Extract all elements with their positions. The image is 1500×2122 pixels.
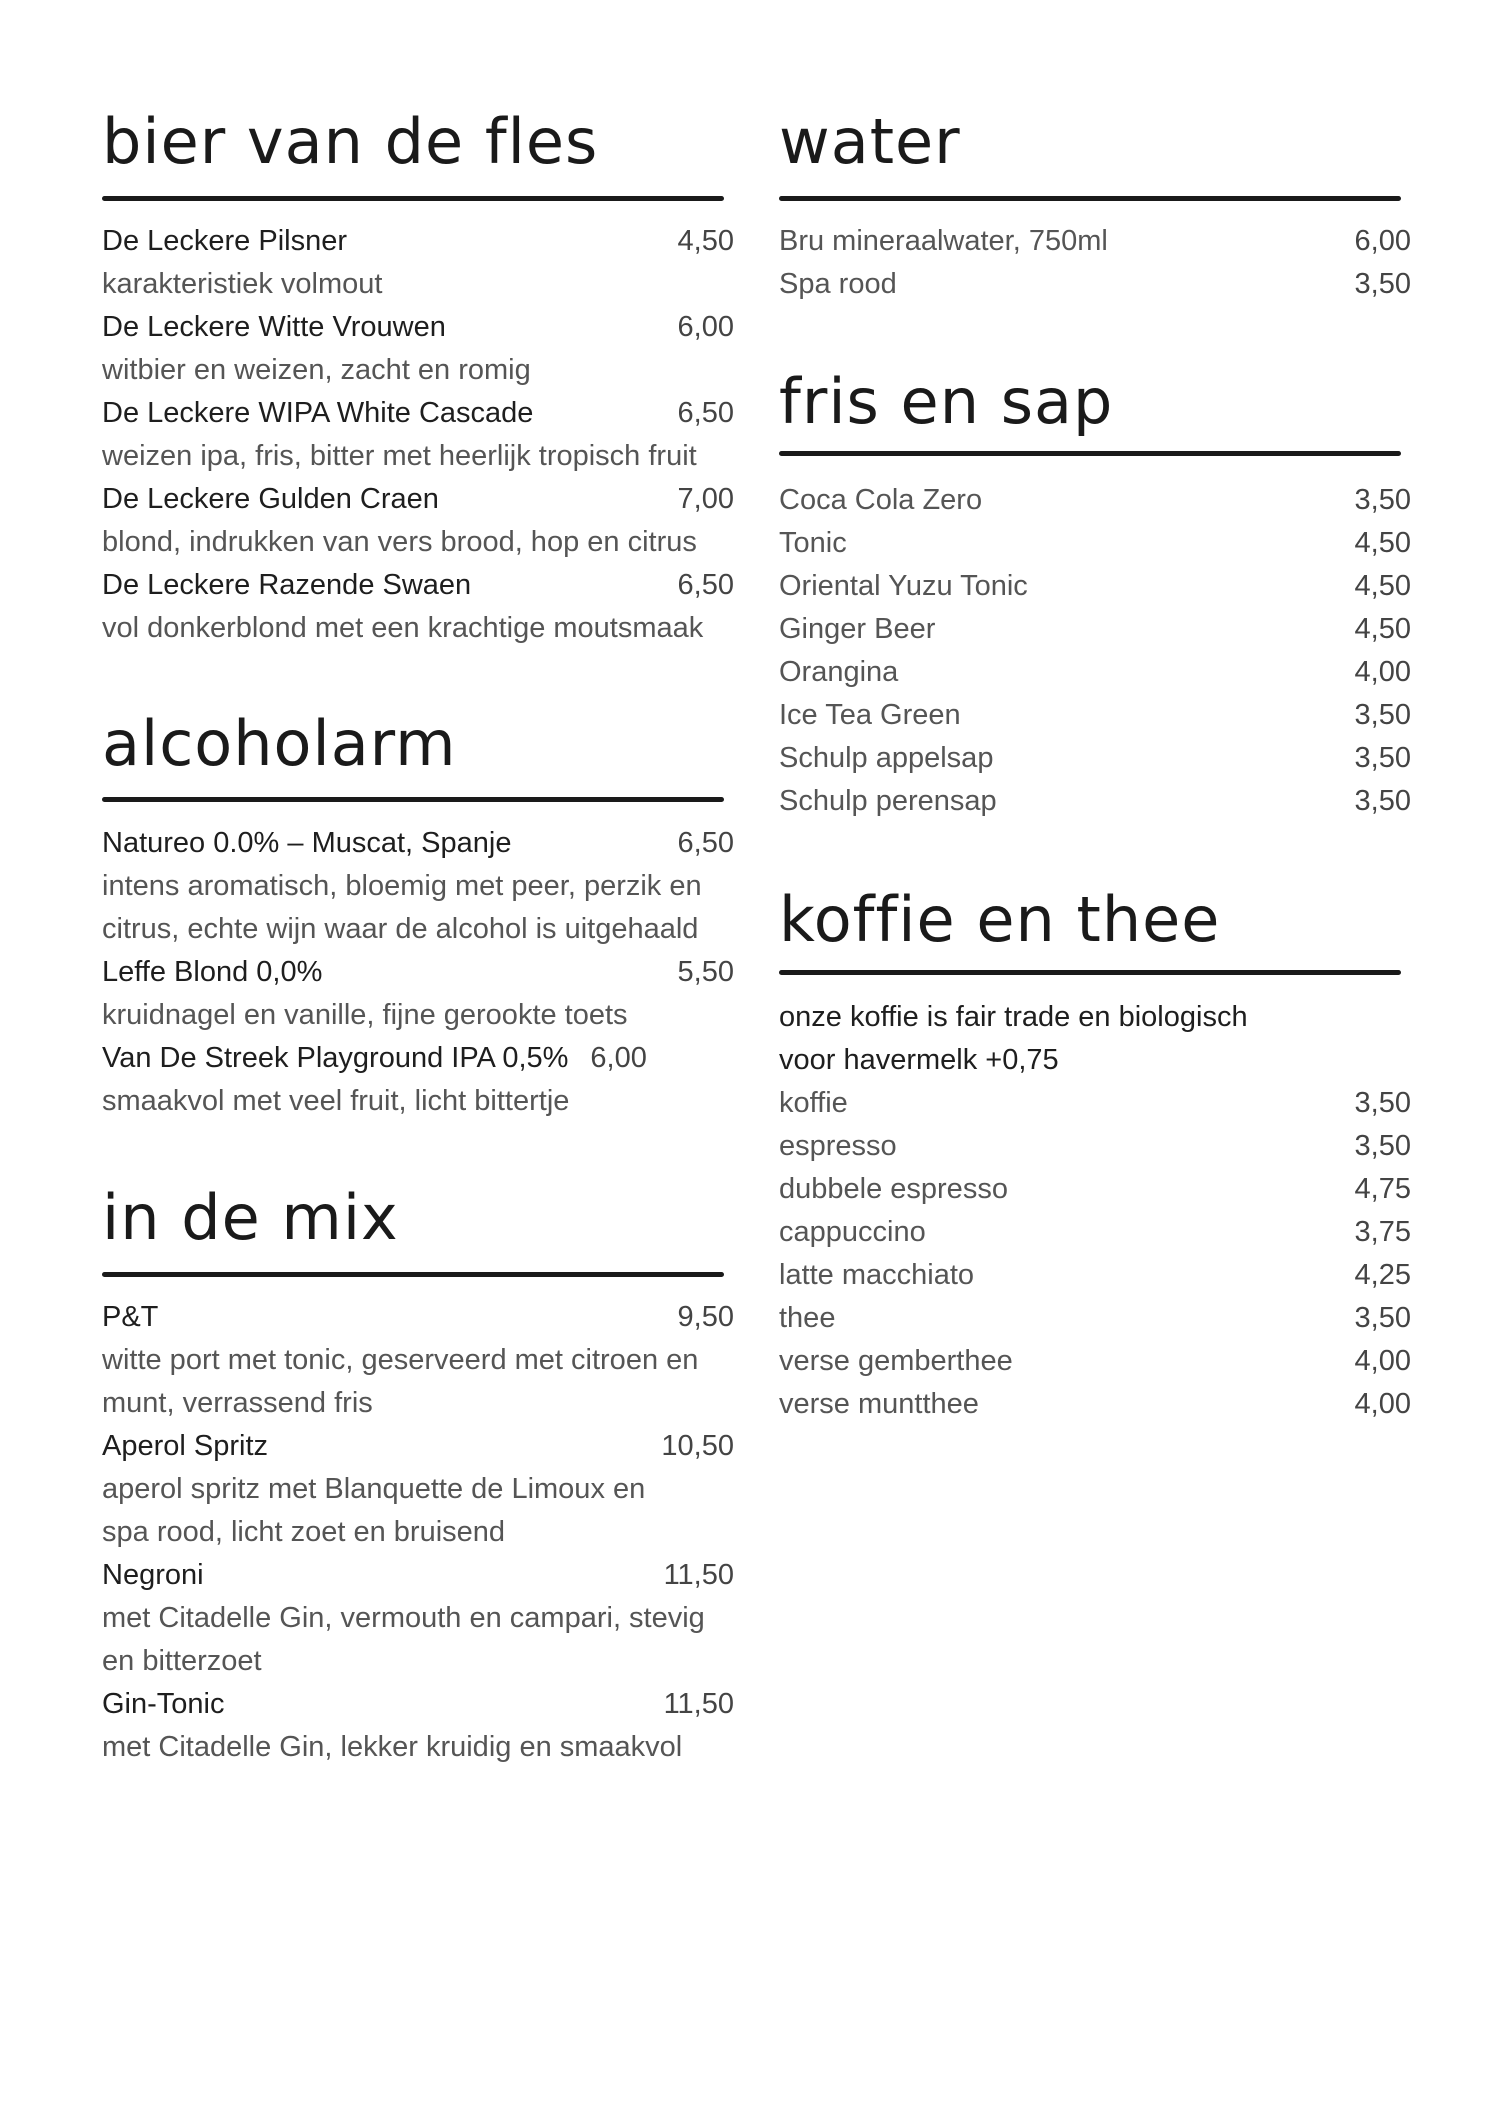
item-name: Negroni [102, 1559, 204, 1591]
section-title-water: water [779, 105, 961, 178]
item-name: Spa rood [779, 268, 897, 300]
item-name: Tonic [779, 527, 847, 559]
menu-item [779, 479, 1411, 522]
menu-item [102, 1425, 734, 1468]
item-name: Natureo 0.0% – Muscat, Spanje [102, 827, 512, 859]
item-name: De Leckere Pilsner [102, 225, 347, 257]
item-description: weizen ipa, fris, bitter met heerlijk tropisch fruit [102, 440, 697, 472]
menu-item [102, 478, 734, 521]
item-price: 4,00 [1354, 656, 1411, 688]
item-description: aperol spritz met Blanquette de Limoux en [102, 1473, 646, 1505]
item-description: witte port met tonic, geserveerd met citroen en [102, 1344, 699, 1376]
menu-item [779, 220, 1411, 263]
item-description: kruidnagel en vanille, fijne gerookte toets [102, 999, 628, 1031]
item-name: De Leckere Witte Vrouwen [102, 311, 446, 343]
item-name: Ginger Beer [779, 613, 936, 645]
item-description: met Citadelle Gin, vermouth en campari, stevig [102, 1602, 705, 1634]
menu-item [102, 951, 734, 994]
menu-item [102, 1296, 734, 1339]
item-name: Leffe Blond 0,0% [102, 956, 323, 988]
item-name: De Leckere WIPA White Cascade [102, 397, 534, 429]
item-price: 4,50 [1354, 613, 1411, 645]
section-title-mix: in de mix [102, 1181, 399, 1254]
item-name: Van De Streek Playground IPA 0,5% [102, 1042, 569, 1074]
item-name: Oriental Yuzu Tonic [779, 570, 1028, 602]
menu-item [102, 392, 734, 435]
item-price: 6,00 [590, 1042, 647, 1074]
item-name: P&T [102, 1301, 159, 1333]
item-name: Coca Cola Zero [779, 484, 983, 516]
item-price: 3,50 [1354, 1302, 1411, 1334]
item-name: Bru mineraalwater, 750ml [779, 225, 1108, 257]
item-price: 4,50 [1354, 570, 1411, 602]
menu-item [779, 608, 1411, 651]
item-price: 3,50 [1354, 785, 1411, 817]
menu-item [102, 564, 734, 607]
item-name: Aperol Spritz [102, 1430, 269, 1462]
item-price: 11,50 [663, 1688, 734, 1720]
item-price: 4,00 [1354, 1345, 1411, 1377]
item-price: 9,50 [677, 1301, 734, 1333]
item-price: 4,25 [1354, 1259, 1411, 1291]
menu-item [779, 1340, 1411, 1383]
item-price: 3,50 [1354, 699, 1411, 731]
section-title-koffie: koffie en thee [779, 883, 1221, 956]
item-description: intens aromatisch, bloemig met peer, perzik en [102, 870, 702, 902]
section-divider [102, 196, 724, 201]
menu-item [779, 1211, 1411, 1254]
item-price: 10,50 [661, 1430, 734, 1462]
item-price: 3,75 [1354, 1216, 1411, 1248]
item-description: blond, indrukken van vers brood, hop en citrus [102, 526, 697, 558]
item-price: 3,50 [1354, 1130, 1411, 1162]
section-title-bier: bier van de fles [102, 105, 599, 178]
item-description: smaakvol met veel fruit, licht bittertje [102, 1085, 570, 1117]
item-price: 6,00 [677, 311, 734, 343]
item-price: 7,00 [677, 483, 734, 515]
item-description: witbier en weizen, zacht en romig [102, 354, 531, 386]
item-name: latte macchiato [779, 1259, 975, 1291]
section-divider [102, 1272, 724, 1277]
item-description: vol donkerblond met een krachtige moutsmaak [102, 612, 704, 644]
menu-item [102, 1683, 734, 1726]
menu-item [779, 522, 1411, 565]
menu-item [779, 1082, 1411, 1125]
menu-item [779, 651, 1411, 694]
item-description: karakteristiek volmout [102, 268, 383, 300]
item-name: verse gemberthee [779, 1345, 1013, 1377]
item-price: 3,50 [1354, 484, 1411, 516]
section-divider [779, 196, 1401, 201]
item-price: 6,50 [677, 827, 734, 859]
item-price: 6,00 [1354, 225, 1411, 257]
item-price: 6,50 [677, 569, 734, 601]
menu-item [779, 1254, 1411, 1297]
item-price: 6,50 [677, 397, 734, 429]
item-price: 11,50 [663, 1559, 734, 1591]
item-name: verse muntthee [779, 1388, 979, 1420]
item-price: 4,50 [1354, 527, 1411, 559]
item-price: 4,00 [1354, 1388, 1411, 1420]
menu-item [102, 822, 734, 865]
menu-item [779, 565, 1411, 608]
item-description: en bitterzoet [102, 1645, 262, 1677]
menu-item [102, 220, 734, 263]
section-divider [779, 970, 1401, 975]
item-name: dubbele espresso [779, 1173, 1008, 1205]
item-price: 5,50 [677, 956, 734, 988]
item-name: Schulp appelsap [779, 742, 994, 774]
item-description: citrus, echte wijn waar de alcohol is uitgehaald [102, 913, 699, 945]
item-name: Ice Tea Green [779, 699, 961, 731]
menu-item [102, 306, 734, 349]
menu-note: onze koffie is fair trade en biologisch [779, 1001, 1248, 1033]
item-name: De Leckere Gulden Craen [102, 483, 439, 515]
menu-item [779, 737, 1411, 780]
item-name: espresso [779, 1130, 897, 1162]
section-title-alcoholarm: alcoholarm [102, 707, 457, 780]
menu-item [779, 780, 1411, 823]
item-price: 3,50 [1354, 742, 1411, 774]
item-price: 3,50 [1354, 268, 1411, 300]
item-name: De Leckere Razende Swaen [102, 569, 472, 601]
item-description: met Citadelle Gin, lekker kruidig en smaakvol [102, 1731, 683, 1763]
item-name: koffie [779, 1087, 848, 1119]
menu-item [779, 1297, 1411, 1340]
item-name: thee [779, 1302, 836, 1334]
item-price: 4,75 [1354, 1173, 1411, 1205]
item-description: munt, verrassend fris [102, 1387, 373, 1419]
section-divider [102, 797, 724, 802]
menu-note: voor havermelk +0,75 [779, 1044, 1059, 1076]
menu-item [779, 1125, 1411, 1168]
section-title-fris: fris en sap [779, 365, 1114, 438]
menu-item [779, 1383, 1411, 1426]
menu-item [779, 694, 1411, 737]
item-name: Orangina [779, 656, 899, 688]
item-name: cappuccino [779, 1216, 926, 1248]
menu-item [779, 1168, 1411, 1211]
menu-item [102, 1037, 734, 1080]
section-divider [779, 451, 1401, 456]
item-price: 3,50 [1354, 1087, 1411, 1119]
item-description: spa rood, licht zoet en bruisend [102, 1516, 506, 1548]
menu-item [102, 1554, 734, 1597]
item-name: Gin-Tonic [102, 1688, 225, 1720]
menu-item [779, 263, 1411, 306]
item-price: 4,50 [677, 225, 734, 257]
item-name: Schulp perensap [779, 785, 997, 817]
